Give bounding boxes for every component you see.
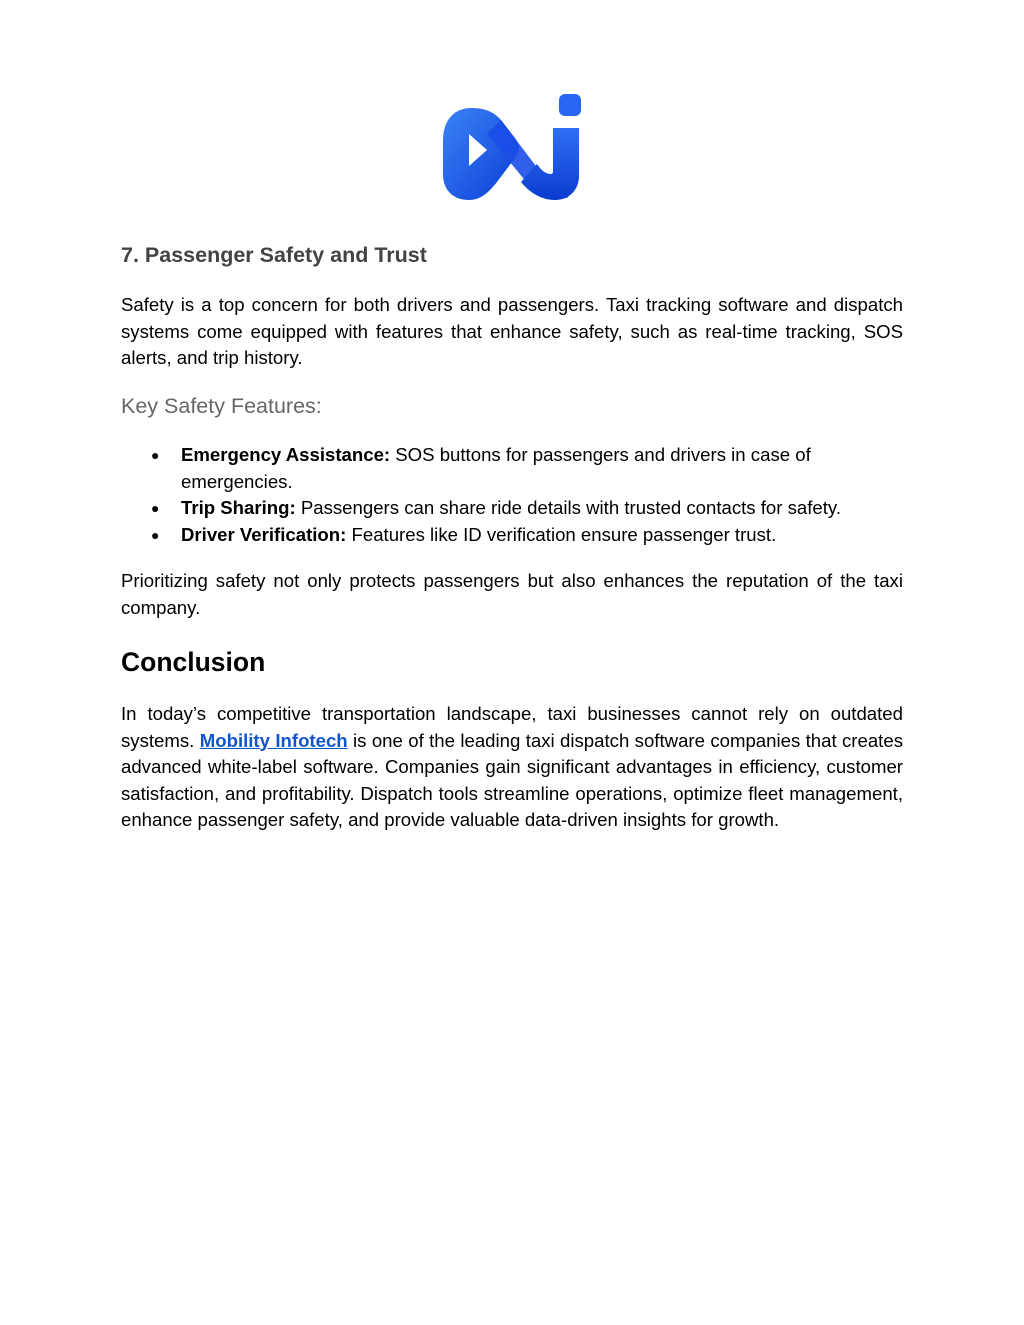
subsection-heading: Key Safety Features: bbox=[121, 394, 322, 418]
section-heading: 7. Passenger Safety and Trust bbox=[121, 243, 427, 267]
feature-name: Emergency Assistance: bbox=[181, 444, 391, 465]
conclusion-text-end: is one of the leading taxi dispatch software companies that creates advanced white-label software. Companies gain significant advantages in efficiency, customer satisfaction, and profitability. Dispatch tools streamline operations, optimize fleet management, enhance passenger safety, and provide valuable data-driven insights for growth. bbox=[121, 729, 903, 830]
mobility-infotech-logo bbox=[441, 94, 583, 202]
section-intro-paragraph: Safety is a top concern for both drivers and passengers. Taxi tracking software and dispatch systems come equipped with features that enhance safety, such as real-time tracking, SOS alerts, and trip history. bbox=[121, 294, 903, 368]
feature-description: Features like ID verification ensure passenger trust. bbox=[346, 523, 777, 545]
list-item bbox=[121, 522, 903, 549]
list-item bbox=[121, 442, 903, 495]
feature-description: SOS buttons for passengers and drivers in case of emergencies. bbox=[181, 444, 811, 492]
conclusion-paragraph bbox=[121, 701, 903, 834]
feature-description: Passengers can share ride details with trusted contacts for safety. bbox=[295, 497, 842, 518]
section-closing-paragraph: Prioritizing safety not only protects passengers but also enhances the reputation of the taxi company. bbox=[121, 570, 903, 618]
list-item bbox=[121, 495, 903, 522]
safety-features-list bbox=[121, 442, 903, 548]
bullet-icon: ● bbox=[151, 447, 160, 463]
conclusion-text-start: In today’s competitive transportation landscape, taxi businesses cannot rely on outdated systems. bbox=[121, 703, 903, 751]
feature-name: Trip Sharing: bbox=[181, 497, 296, 518]
feature-name: Driver Verification: bbox=[181, 523, 347, 545]
mobility-infotech-link[interactable]: Mobility Infotech bbox=[199, 729, 348, 751]
conclusion-heading: Conclusion bbox=[121, 647, 266, 677]
bullet-icon: ● bbox=[151, 526, 160, 543]
bullet-icon: ● bbox=[151, 500, 160, 516]
